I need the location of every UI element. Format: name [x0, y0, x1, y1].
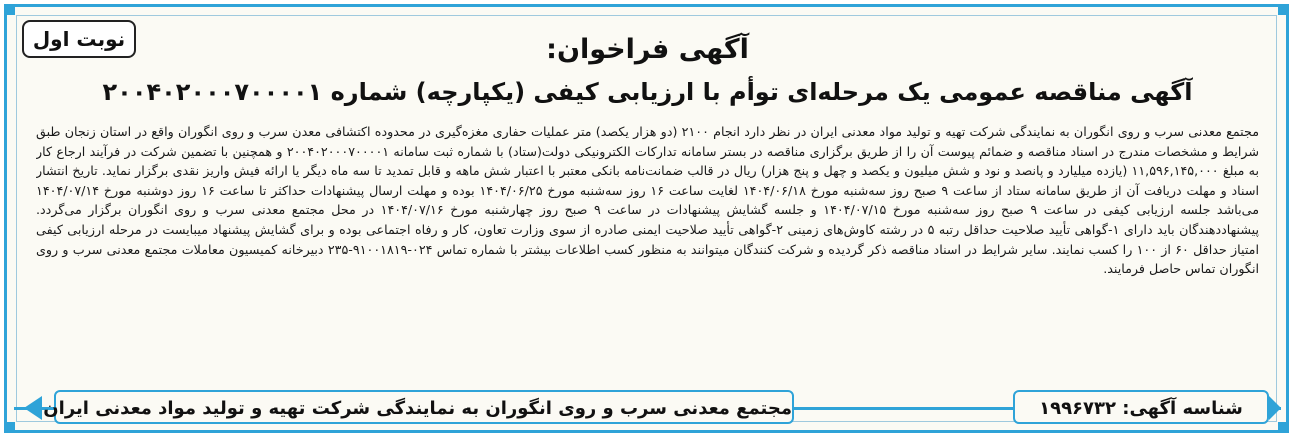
ad-subtitle: آگهی مناقصه عمومی یک مرحله‌ای توأم با ارزیابی کیفی (یکپارچه) شماره ۲۰۰۴۰۲۰۰۰۷۰۰۰۰۱ [102, 78, 1193, 106]
arrow-right-icon [1269, 396, 1281, 420]
publication-round-badge: نوبت اول [22, 20, 136, 58]
ad-title: آگهی فراخوان: [546, 34, 749, 65]
ad-body-text: مجتمع معدنی سرب و روی انگوران به نمایندگی شرکت تهیه و تولید مواد معدنی ایران در نظر دارد انجام ۲۱۰۰ (دو هزار یکصد) متر عملیات حفاری مغزه‌گیری در محدوده اکتشافی معدن سرب و روی انگوران واقع در استان زنجان طبق شرایط و مشخصات مندرج در اسناد مناقصه و ضمائم پیوست آن را از طریق برگزاری مناقصه در بستر سامانه تدارکات الکترونیکی دولت(ستاد) با شماره ثبت سامانه ۲۰۰۴۰۲۰۰۰۷۰۰۰۰۱ و همچنین با تضمین شرکت در فرآیند ارجاع کار به مبلغ ۱۱,۵۹۶,۱۴۵,۰۰۰ (یازده میلیارد و پانصد و نود و شش میلیون و یکصد و چهل و پنج هزار) ریال در قالب ضمانت‌نامه بانکی معتبر با اعتبار شش ماهه و قابل تمدید تا سه ماه دیگر یا ارائه فیش واریز نقدی برگزار نماید. تاریخ انتشار اسناد و مهلت دریافت آن از طریق سامانه ستاد از ساعت ۹ صبح روز سه‌شنبه مورخ ۱۴۰۴/۰۶/۱۸ لغایت ساعت ۱۶ روز سه‌شنبه مورخ ۱۴۰۴/۰۶/۲۵ بوده و مهلت ارسال پیشنهادات حداکثر تا ساعت ۱۶ روز دوشنبه مورخ ۱۴۰۴/۰۷/۱۴ می‌باشد جلسه ارزیابی کیفی در ساعت ۹ صبح روز سه‌شنبه مورخ ۱۴۰۴/۰۷/۱۵ و جلسه گشایش پیشنهادات در ساعت ۹ صبح روز چهارشنبه مورخ ۱۴۰۴/۰۷/۱۶ در محل مجتمع معدنی سرب و روی انگوران برگزار می‌گردد. پیشنهاددهندگان باید دارای ۱-گواهی تأیید صلاحیت حداقل رتبه ۵ در رشته کاوش‌های زمینی ۲-گواهی تأیید صلاحیت ایمنی صادره از سوی وزارت تعاون، کار و رفاه اجتماعی بوده و برای گشایش پیشنهاد میبایست در مرحله ارزیابی کیفی امتیاز حداقل ۶۰ از ۱۰۰ را کسب نمایند. سایر شرایط در اسناد مناقصه ذکر گردیده و شرکت کنندگان میتوانند به منظور کسب اطلاعات بیشتر با شماره تماس ۰۲۴-۹۱۰۰۱۸۱۹-۲۳۵ دبیرخانه کمیسیون معاملات مجتمع معدنی سرب و روی انگوران تماس حاصل فرمایند. [36, 124, 1259, 277]
footer-ad-id: شناسه آگهی: ۱۹۹۶۷۳۲ [1013, 390, 1269, 424]
footer-organization: مجتمع معدنی سرب و روی انگوران به نمایندگی شرکت تهیه و تولید مواد معدنی ایران [54, 390, 794, 424]
ad-footer [14, 390, 1281, 426]
corner-ornament [5, 5, 15, 15]
arrow-left-icon [24, 396, 42, 420]
corner-ornament [1278, 5, 1288, 15]
